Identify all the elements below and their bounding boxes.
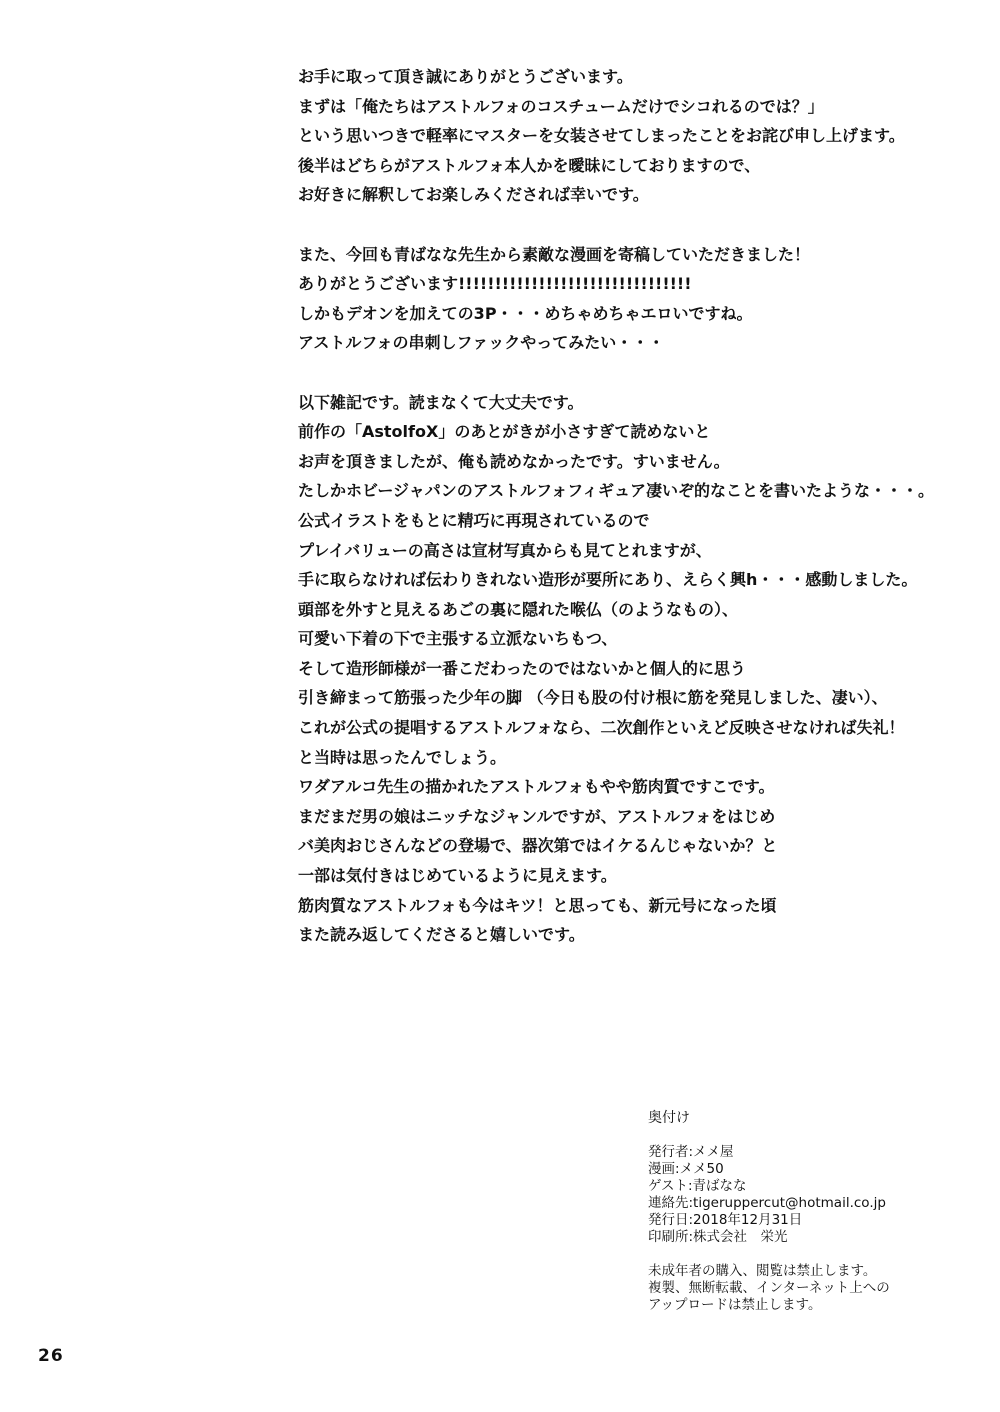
text-line: アストルフォの串刺しファックやってみたい・・・ [298,333,665,353]
colophon-date: 発行日:2018年12月31日 [648,1212,803,1228]
text-line: 手に取らなければ伝わりきれない造形が要所にあり、えらく興h・・・感動しました。 [298,570,918,590]
colophon-spacer [648,1246,948,1263]
text-line: お手に取って頂き誠にありがとうございます。 [298,67,633,86]
text-line: しかもデオンを加えての3P・・・めちゃめちゃエロいですね。 [298,303,753,323]
colophon-manga: 漫画:メメ50 [648,1161,724,1177]
paragraph-spacer [298,210,938,240]
text-line: プレイバリューの高さは宣材写真からも見てとれますが、 [298,540,712,560]
text-line: ありがとうございます!!!!!!!!!!!!!!!!!!!!!!!!!!!!!!!! [298,274,692,294]
text-line: 頭部を外すと見えるあごの裏に隠れた喉仏（のようなもの）、 [298,599,739,619]
colophon-publisher: 発行者:メメ屋 [648,1144,734,1160]
text-line: 公式イラストをもとに精巧に再現されているので [298,510,650,530]
paragraph-notes [298,388,938,950]
text-line: 前作の「AstolfoX」のあとがきが小さすぎて読めないと [298,422,711,442]
colophon [648,1110,948,1314]
text-line: という思いつきで軽率にマスターを女装させてしまったことをお詫び申し上げます。 [298,126,905,146]
page-number: 26 [38,1346,64,1366]
text-line: お声を頂きましたが、俺も読めなかったです。すいません。 [298,451,730,471]
text-line: 後半はどちらがアストルフォ本人かを曖昧にしておりますので、 [298,155,761,175]
text-line: 可愛い下着の下で主張する立派ないちもつ、 [298,629,618,649]
colophon-notice: アップロードは禁止します。 [648,1297,822,1313]
text-line: これが公式の提唱するアストルフォなら、二次創作といえど反映させなければ失礼！ [298,718,905,738]
text-line: また読み返してくださると嬉しいです。 [298,925,585,945]
text-line: 引き締まって筋張った少年の脚 （今日も股の付け根に筋を発見しました、凄い）、 [298,688,888,708]
text-line: 一部は気付きはじめているように見えます。 [298,866,617,886]
colophon-printer: 印刷所:株式会社 栄光 [648,1229,788,1245]
paragraph-spacer [298,358,938,388]
text-line: 筋肉質なアストルフォも今はキツ！と思っても、新元号になった頃 [298,895,777,915]
text-line: また、今回も青ばなな先生から素敵な漫画を寄稿していただきました！ [298,244,811,264]
paragraph-greeting [298,62,938,210]
text-line: まだまだ男の娘はニッチなジャンルですが、アストルフォをはじめ [298,806,776,826]
afterword-text [298,62,938,950]
text-line: まずは「俺たちはアストルフォのコスチュームだけでシコれるのでは？」 [298,96,824,116]
text-line: たしかホビージャパンのアストルフォフィギュア凄いぞ的なことを書いたような・・・。 [298,481,935,501]
colophon-heading: 奥付け [648,1110,690,1126]
colophon-notice: 未成年者の購入、閲覧は禁止します。 [648,1263,877,1279]
colophon-contact: 連絡先:tigeruppercut@hotmail.co.jp [648,1195,886,1211]
text-line: と当時は思ったんでしょう。 [298,747,507,767]
text-line: そして造形師様が一番こだわったのではないかと個人的に思う [298,658,746,678]
text-line: 以下雑記です。読まなくて大丈夫です。 [298,392,584,412]
colophon-notice: 複製、無断転載、インターネット上への [648,1280,890,1296]
text-line: バ美肉おじさんなどの登場で、器次第ではイケるんじゃないか？と [298,836,778,856]
paragraph-guest-thanks [298,240,938,358]
text-line: お好きに解釈してお楽しみくだされば幸いです。 [298,185,649,205]
colophon-guest: ゲスト:青ばなな [648,1178,747,1194]
text-line: ワダアルコ先生の描かれたアストルフォもやや筋肉質ですこです。 [298,777,775,797]
